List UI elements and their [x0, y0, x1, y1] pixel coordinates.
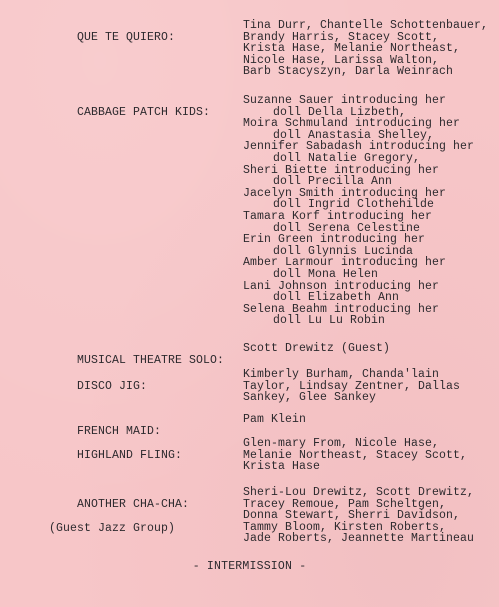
performer-line: doll Natalie Gregory, [273, 151, 421, 165]
entry-title-text: HIGHLAND FLING: [77, 449, 183, 462]
entry-performers [243, 343, 493, 355]
performer-line: Lani Johnson introducing her [243, 279, 440, 293]
entry-title-text: ANOTHER CHA-CHA: [77, 498, 190, 511]
performer-line: Barb Stacyszyn, Darla Weinrach [243, 65, 454, 79]
performer-line: Tracey Remoue, Pam Scheltgen, [243, 497, 447, 511]
performer-line: Nicole Hase, Larissa Walton, [243, 53, 440, 67]
performer-line: Sankey, Glee Sankey [243, 391, 377, 405]
performer-line: Glen-mary From, Nicole Hase, [243, 437, 440, 450]
performer-line: Tina Durr, Chantelle Schottenbauer, [243, 19, 489, 32]
performer-line: Krista Hase [243, 460, 321, 474]
performer-line: doll Precilla Ann [273, 175, 393, 189]
performer-line: Tammy Bloom, Kirsten Roberts, [243, 520, 447, 534]
performer-line: doll Mona Helen [273, 267, 379, 281]
intermission-label: - INTERMISSION - [192, 560, 307, 573]
entry-title [35, 20, 235, 56]
entry-title-text: DISCO JIG: [77, 380, 148, 393]
performer-line: Kimberly Burham, Chanda'lain [243, 368, 440, 381]
entry-title-text: MUSICAL THEATRE SOLO: [77, 354, 225, 367]
performer-line: Brandy Harris, Stacey Scott, [243, 30, 440, 44]
entry-title [35, 95, 235, 131]
performer-line: doll Lu Lu Robin [273, 314, 386, 328]
performer-line: doll Serena Celestine [273, 221, 421, 235]
performer-line: Scott Drewitz (Guest) [243, 342, 391, 355]
performer-line: Jennifer Sabadash introducing her [243, 140, 475, 154]
performer-line: Moira Schmuland introducing her [243, 117, 461, 131]
performer-line: Pam Klein [243, 413, 307, 426]
performer-line: Melanie Northeast, Stacey Scott, [243, 448, 468, 462]
performer-line: Donna Stewart, Sherri Davidson, [243, 509, 461, 523]
performer-line: Amber Larmour introducing her [243, 256, 447, 270]
performer-line: Selena Beahm introducing her [243, 302, 440, 316]
performer-line: Krista Hase, Melanie Northeast, [243, 42, 461, 56]
performer-line: doll Elizabeth Ann [273, 291, 400, 305]
performer-line: doll Della Lizbeth, [273, 105, 407, 119]
entry-title-text: QUE TE QUIERO: [77, 31, 176, 44]
performer-line: Taylor, Lindsay Zentner, Dallas [243, 379, 461, 393]
performer-line: doll Ingrid Clothehilde [273, 198, 435, 212]
entry-performers [243, 414, 493, 426]
entry-performers [243, 95, 493, 327]
performer-line: Erin Green introducing her [243, 233, 426, 247]
performer-line: Tamara Korf introducing her [243, 209, 433, 223]
entry-performers [243, 487, 493, 545]
entry-title [35, 369, 235, 405]
entry-subtitle: (Guest Jazz Group) [49, 522, 176, 535]
entry-performers [243, 438, 493, 473]
performer-line: Suzanne Sauer introducing her [243, 94, 447, 107]
entry-title [35, 487, 235, 559]
performer-line: doll Glynnis Lucinda [273, 244, 414, 258]
performer-line: doll Anastasia Shelley, [273, 128, 435, 142]
performer-line: Jade Roberts, Jeannette Martineau [243, 532, 475, 546]
performer-line: Sheri-Lou Drewitz, Scott Drewitz, [243, 486, 475, 499]
entry-title-text: CABBAGE PATCH KIDS: [77, 106, 211, 119]
entry-title-text: FRENCH MAID: [77, 425, 162, 438]
entry-performers [243, 20, 493, 78]
performer-line: Sheri Biette introducing her [243, 163, 440, 177]
performer-line: Jacelyn Smith introducing her [243, 186, 447, 200]
entry-title [35, 438, 235, 474]
entry-performers [243, 369, 493, 404]
